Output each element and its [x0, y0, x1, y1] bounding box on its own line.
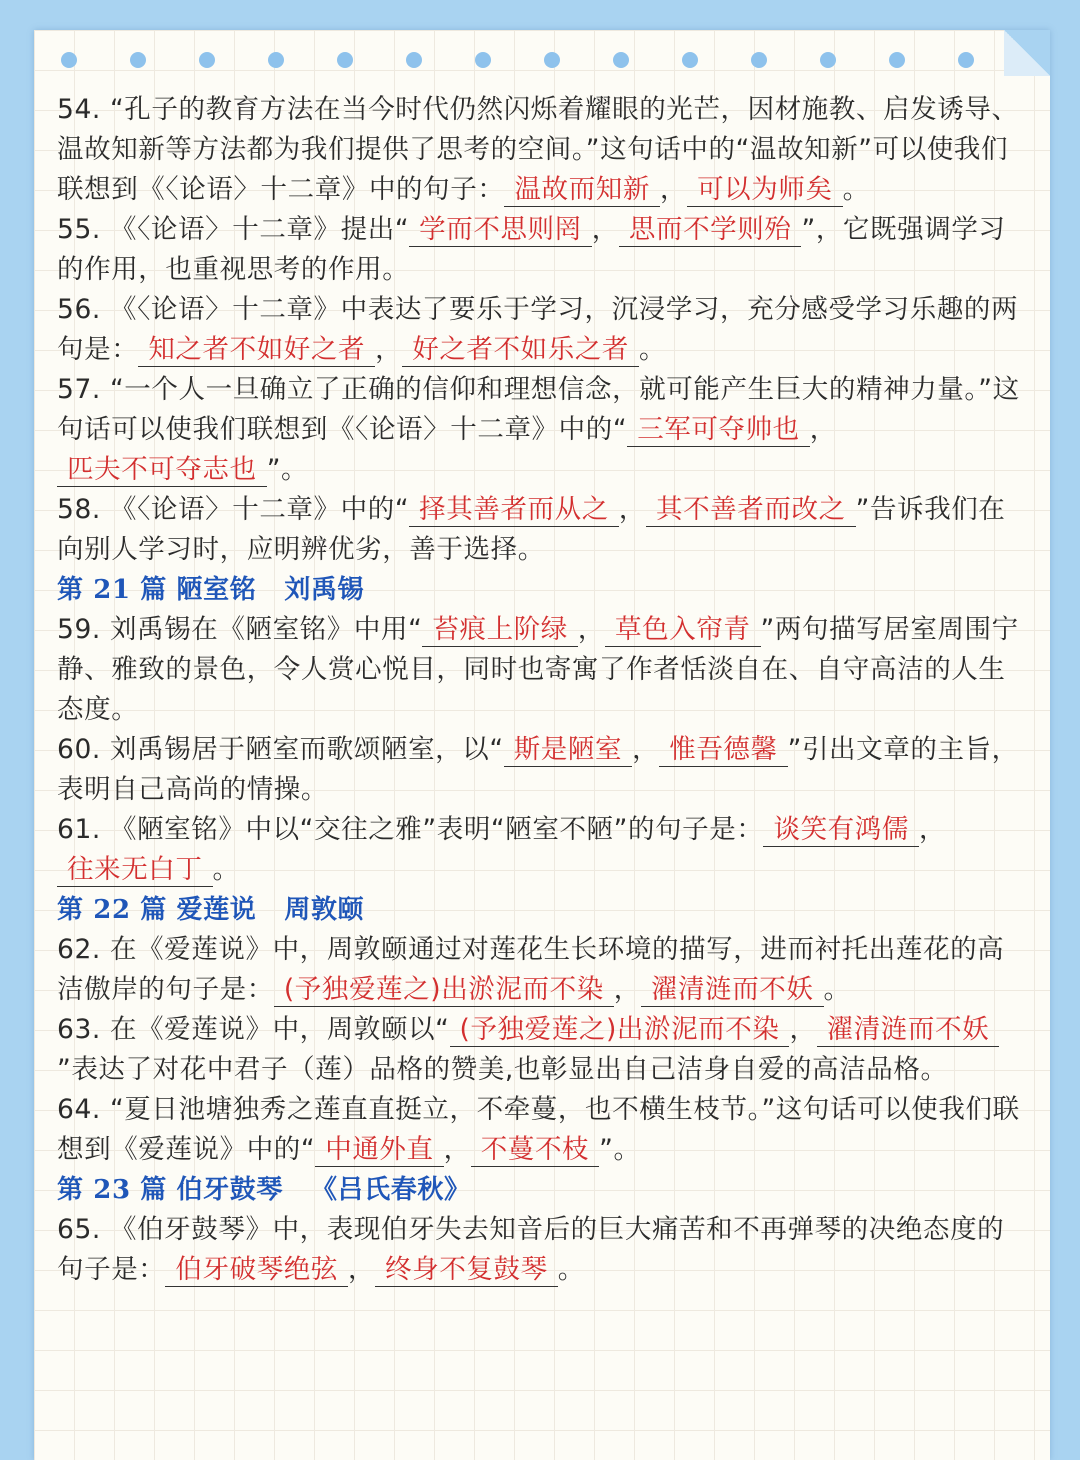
question-list [57, 90, 1027, 1290]
question-number: 59. [57, 614, 110, 645]
question-text: ， [809, 414, 837, 445]
section-heading [57, 890, 1027, 930]
question-number: 61. [57, 814, 110, 845]
answer-blank: 中通外直 [315, 1134, 443, 1167]
question-text: ”表达了对花中君子（莲）品格的赞美,也彰显出自己洁身自爱的高洁品格。 [57, 1054, 948, 1085]
question-text: 刘禹锡在《陋室铭》中用“ [109, 614, 423, 645]
binder-hole [475, 52, 491, 68]
question-number: 62. [57, 934, 110, 965]
binder-hole [406, 52, 422, 68]
question-text: 《陋室铭》中以“交往之雅”表明“陋室不陋”的句子是： [109, 814, 764, 845]
question-text: 《伯牙鼓琴》中，表现伯牙失去知音后的巨大痛苦和不再弹琴的决绝态度的句子是： [57, 1214, 1005, 1285]
question-text: “孔子的教育方法在当今时代仍然闪烁着耀眼的光芒，因材施教、启发诱导、温故知新等方法都为我们提供了思考的空间。”这句话中的“温故知新”可以使我们联想到《〈论语〉十二章》中的句子： [57, 94, 1019, 205]
binder-hole [199, 52, 215, 68]
question-item [57, 1210, 1027, 1290]
question-text: “夏日池塘独秀之莲直直挺立，不牵蔓，也不横生枝节。”这句话可以使我们联想到《爱莲说》中的“ [57, 1094, 1020, 1165]
question-text: 。 [212, 854, 240, 885]
question-text: 《〈论语〉十二章》中的“ [109, 494, 410, 525]
binder-hole [544, 52, 560, 68]
question-text: ， [375, 334, 403, 365]
answer-blank: 斯是陋室 [504, 734, 632, 767]
notebook-paper [34, 30, 1050, 1460]
binder-hole [61, 52, 77, 68]
question-item [57, 370, 1027, 490]
question-text: 在《爱莲说》中，周敦颐通过对莲花生长环境的描写，进而衬托出莲花的高洁傲岸的句子是： [57, 934, 1005, 1005]
question-item [57, 610, 1027, 730]
question-item [57, 490, 1027, 570]
answer-blank: 可以为师矣 [687, 174, 843, 207]
answer-blank: (予独爱莲之)出淤泥而不染 [450, 1014, 790, 1047]
question-text: ， [348, 1254, 376, 1285]
answer-blank: 谈笑有鸿儒 [763, 814, 919, 847]
answer-blank: 濯清涟而不妖 [817, 1014, 1000, 1047]
section-title: 第 22 篇 爱莲说 [57, 895, 257, 925]
question-item [57, 1090, 1027, 1170]
question-text: ”，它既强调学习的作用，也重视思考的作用。 [57, 214, 1006, 285]
question-text: 《〈论语〉十二章》中表达了要乐于学习，沉浸学习，充分感受学习乐趣的两句是： [57, 294, 1019, 365]
answer-blank: 惟吾德馨 [659, 734, 787, 767]
answer-blank: 终身不复鼓琴 [375, 1254, 558, 1287]
question-number: 64. [57, 1094, 110, 1125]
question-number: 57. [57, 374, 110, 405]
question-text: ， [443, 1134, 471, 1165]
question-text: ， [632, 734, 660, 765]
question-text: ， [591, 214, 619, 245]
question-text: “一个人一旦确立了正确的信仰和理想信念，就可能产生巨大的精神力量。”这句话可以使我们联想到《〈论语〉十二章》中的“ [57, 374, 1020, 445]
question-text: 。 [842, 174, 870, 205]
question-item [57, 210, 1027, 290]
question-text: 在《爱莲说》中，周敦颐以“ [109, 1014, 450, 1045]
question-item [57, 930, 1027, 1010]
question-number: 65. [57, 1214, 110, 1245]
question-number: 54. [57, 94, 110, 125]
answer-blank: 温故而知新 [504, 174, 660, 207]
question-text: ， [918, 814, 947, 845]
binder-hole [613, 52, 629, 68]
question-text: 《〈论语〉十二章》提出“ [109, 214, 410, 245]
answer-blank: 苔痕上阶绿 [422, 614, 578, 647]
section-heading [57, 1170, 1027, 1210]
question-item [57, 810, 1027, 890]
section-title: 第 23 篇 伯牙鼓琴 [57, 1175, 283, 1205]
answer-blank: 草色入帘青 [605, 614, 761, 647]
binder-hole [268, 52, 284, 68]
binder-hole [751, 52, 767, 68]
binder-hole [682, 52, 698, 68]
question-item [57, 730, 1027, 810]
answer-blank: 思而不学则殆 [619, 214, 802, 247]
question-text: ， [613, 974, 641, 1005]
answer-blank: 伯牙破琴绝弦 [165, 1254, 348, 1287]
question-number: 56. [57, 294, 110, 325]
binder-hole [130, 52, 146, 68]
answer-blank: 知之者不如好之者 [138, 334, 375, 367]
binder-hole [889, 52, 905, 68]
question-text: ”。 [266, 454, 309, 485]
question-text: ”告诉我们在向别人学习时，应明辨优劣，善于选择。 [57, 494, 1006, 565]
answer-blank: 择其善者而从之 [409, 494, 619, 527]
question-text: 。 [823, 974, 851, 1005]
question-number: 63. [57, 1014, 110, 1045]
question-text: ， [789, 1014, 817, 1045]
answer-blank: 学而不思则罔 [409, 214, 592, 247]
answer-blank: 好之者不如乐之者 [402, 334, 639, 367]
question-text: ， [659, 174, 688, 205]
question-text: 。 [557, 1254, 585, 1285]
answer-blank: 其不善者而改之 [646, 494, 856, 527]
question-text: ， [618, 494, 646, 525]
binder-hole [958, 52, 974, 68]
question-text: 。 [639, 334, 667, 365]
section-author: 刘禹锡 [284, 575, 365, 605]
section-author: 《吕氏春秋》 [310, 1175, 471, 1205]
section-author: 周敦颐 [284, 895, 365, 925]
answer-blank: 不蔓不枝 [471, 1134, 599, 1167]
binder-hole [337, 52, 353, 68]
answer-blank: 濯清涟而不妖 [641, 974, 824, 1007]
question-item [57, 290, 1027, 370]
question-item [57, 1010, 1027, 1090]
section-title: 第 21 篇 陋室铭 [57, 575, 257, 605]
binder-hole [820, 52, 836, 68]
question-number: 55. [57, 214, 110, 245]
question-text: ”两句描写居室周围宁静、雅致的景色，令人赏心悦目，同时也寄寓了作者恬淡自在、自守高洁的人生态度。 [57, 614, 1019, 725]
answer-blank: (予独爱莲之)出淤泥而不染 [274, 974, 614, 1007]
question-text: ”。 [599, 1134, 641, 1165]
question-number: 60. [57, 734, 110, 765]
question-text: ”引出文章的主旨，表明自己高尚的情操。 [57, 734, 1019, 805]
binder-holes [61, 52, 1021, 68]
section-heading [57, 570, 1027, 610]
question-text: 刘禹锡居于陋室而歌颂陋室，以“ [109, 734, 504, 765]
answer-blank: 往来无白丁 [57, 854, 213, 887]
question-number: 58. [57, 494, 110, 525]
answer-blank: 三军可夺帅也 [627, 414, 810, 447]
question-item [57, 90, 1027, 210]
question-text: ， [577, 614, 606, 645]
answer-blank: 匹夫不可夺志也 [57, 454, 267, 487]
